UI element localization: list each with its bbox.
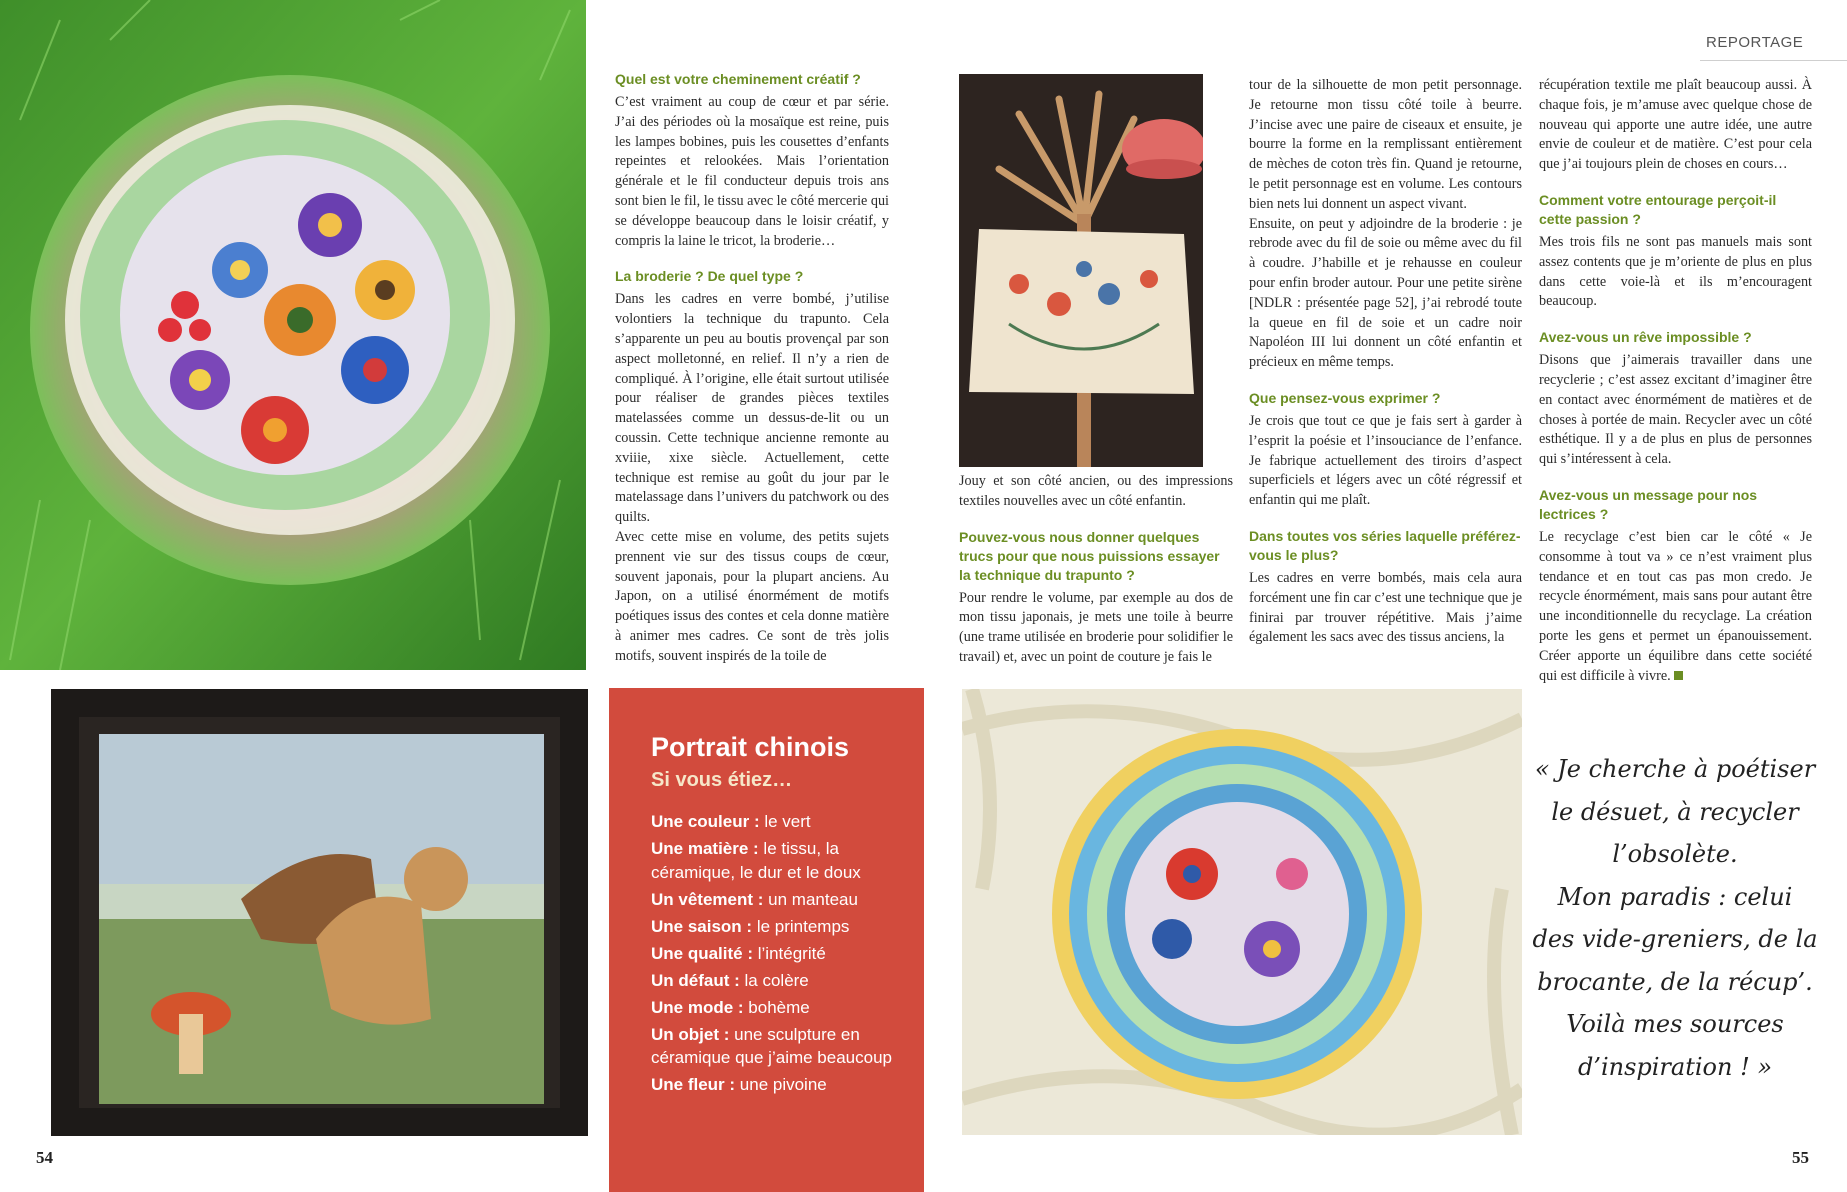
photo-embroidered-hat-on-grass: [0, 0, 586, 670]
portrait-item-label: Une matière :: [651, 839, 759, 858]
portrait-item-value: la colère: [739, 970, 809, 990]
portrait-item-value: le printemps: [752, 916, 850, 936]
answer-paragraph: Je crois que tout ce que je fais sert à garder à l’esprit la poésie et l’insouciance de l’enfance. Je fabrique actuellement des tiroirs d’aspect superficiels et légers avec un côté régressif et enfantin qui me plaît.: [1249, 412, 1522, 509]
portrait-item-label: Une fleur :: [651, 1075, 736, 1094]
photo-embroidered-round-cushion: [962, 689, 1522, 1135]
answer-paragraph: Jouy et son côté ancien, ou des impressions textiles nouvelles avec un côté enfantin.: [959, 473, 1233, 509]
pull-quote: [1530, 748, 1820, 1088]
quote-line: « Je cherche à poétiser: [1534, 755, 1816, 783]
quote-line: brocante, de la récup’.: [1537, 967, 1813, 996]
text-column-1: [615, 70, 889, 667]
question-heading: Dans toutes vos séries laquelle préférez-vous le plus?: [1249, 527, 1521, 563]
portrait-subtitle: Si vous étiez…: [651, 769, 793, 791]
photo-embroidered-bag-and-pink-hat: [959, 74, 1203, 467]
portrait-item: [651, 915, 921, 939]
portrait-item-value: une sculpture en céramique que j’aime beaucoup: [651, 1024, 892, 1067]
text-column-4: [1539, 76, 1812, 686]
answer-paragraph: récupération textile me plaît beaucoup aussi. À chaque fois, je m’amuse avec quelque chose de nouveau qui apporte une autre idée, une autre envie de couleur et de matière. C’est pour cela que j’ai toujours plein de choses en cours…: [1539, 77, 1812, 173]
portrait-chinois-box: [609, 688, 924, 1192]
answer-paragraph: Ensuite, on peut y adjoindre de la broderie : je rebrode avec du fil de soie ou même avec du fil à coudre. J’habille et je rehausse en couleur pour enfin broder autour. Pour une petite sirène [NDLR : présentée page 52], j’ai rebrodé toute la queue en fil de soie et un cadre noir Napoléon III lui donnent un côté enfantin et précieux en même temps.: [1249, 215, 1522, 371]
question-heading: Pouvez-vous nous donner quelques trucs pour que nous puissions essayer la technique du trapunto ?: [959, 528, 1220, 583]
question-heading: Avez-vous un rêve impossible ?: [1539, 329, 1752, 346]
portrait-item: [651, 837, 921, 884]
question-heading: Comment votre entourage perçoit-il cette passion ?: [1539, 191, 1777, 227]
question-heading: Quel est votre cheminement créatif ?: [615, 71, 861, 87]
portrait-item: [651, 888, 921, 912]
portrait-item-value: le vert: [759, 812, 811, 831]
section-rubric: REPORTAGE: [1706, 34, 1804, 51]
end-of-article-square-icon: [1674, 671, 1683, 680]
portrait-item-label: Un objet :: [651, 1024, 730, 1044]
quote-line: le désuet, à recycler: [1551, 797, 1799, 826]
portrait-list: [651, 810, 921, 1100]
portrait-item: [651, 1073, 921, 1097]
question-heading: Que pensez-vous exprimer ?: [1249, 389, 1441, 406]
quote-line: d’inspiration ! »: [1577, 1052, 1773, 1081]
quote-line: l’obsolète.: [1612, 840, 1738, 868]
portrait-item: [651, 810, 921, 834]
answer-paragraph: Pour rendre le volume, par exemple au dos de mon tissu japonais, je mets une toile à beurre (une trame utilisée en broderie pour solidifier le travail) et, avec un point de couture je fais le: [959, 589, 1233, 665]
portrait-item-label: Un défaut :: [651, 970, 740, 990]
answer-paragraph: Mes trois fils ne sont pas manuels mais sont assez contents que je m’oriente de plus en plus dans cette voie-là et ils m’encouragent beaucoup.: [1539, 233, 1812, 310]
answer-paragraph: C’est vraiment au coup de cœur et par série. J’ai des périodes où la mosaïque est reine, puis les lampes bobines, puis les cousettes d’enfants repeintes et relookées. Mais l’orientation générale et le fil conducteur depuis trois ans sont bien le fil, le tissu avec le côté mercerie qui se développe beaucoup dans le loisir créatif, y compris la laine le tricot, la broderie…: [615, 94, 889, 249]
portrait-item-value: bohème: [743, 997, 810, 1017]
answer-paragraph: Dans les cadres en verre bombé, j’utilise volontiers la technique du trapunto. Cela s’apparente un peu au boutis provençal par son aspect molletonné, en relief. Il n’y a rien de compliqué. À l’origine, elle était surtout utilisée pour réaliser de grandes pièces textiles matelassées comme un dessus-de-lit ou un coussin. Cette technique ancienne remonte au xviiie, xixe siècle. Actuellement, cette technique est remise au goût du jour par le matelassage dans l’univers du patchwork ou des quilts.: [615, 291, 889, 526]
portrait-item-value: l’intégrité: [753, 943, 826, 963]
text-column-3: [1249, 76, 1522, 648]
photo-deer-shadow-box: [51, 689, 588, 1136]
answer-paragraph: Avec cette mise en volume, des petits sujets prennent vie sur des tissus coups de cœur, souvent japonais, pour la plupart anciens. Au Japon, on a utilisé énormément de motifs poétiques issus des contes et cela donne matière à animer mes cadres. Ce sont de très jolis motifs, souvent inspirés de la toile de: [615, 528, 889, 664]
answer-paragraph: tour de la silhouette de mon petit personnage. Je retourne mon tissu côté toile à beurre. J’incise avec une paire de ciseaux et ensuite, je bourre la forme en la remplissant entièrement de mèches de coton très fin. Quand je retourne, le petit personnage est en volume. Les contours bien nets lui donnent un aspect vivant.: [1249, 77, 1522, 212]
portrait-item: [651, 996, 921, 1020]
portrait-item-label: Une saison :: [651, 916, 753, 936]
portrait-item: [651, 969, 921, 993]
portrait-item: [651, 1023, 921, 1070]
answer-paragraph: [1539, 528, 1812, 686]
portrait-item-label: Une qualité :: [651, 943, 754, 963]
portrait-item-value: un manteau: [763, 889, 858, 909]
answer-paragraph: Disons que j’aimerais travailler dans une recyclerie ; c’est assez excitant d’imaginer être en contact avec énormément de matières et de choses à portée de main. Recycler avec un côté esthétique. Il y a de plus en plus de personnes qui s’intéressent à cela.: [1539, 352, 1812, 468]
portrait-title: Portrait chinois: [651, 732, 850, 762]
quote-line: des vide-greniers, de la: [1532, 925, 1818, 953]
portrait-item-label: Une mode :: [651, 997, 744, 1017]
final-paragraph-text: Le recyclage c’est bien car le côté « Je consomme à tout va » ce n’est vraiment plus tendance et en tout cas pas mon credo. Je recycle énormément, mais sans pour autant être une inconditionnelle du recyclage. La création porte les gens et permet un épanouissement. Créer apporte un équilibre dans cette société qui est difficile à vivre.: [1539, 528, 1812, 684]
quote-line: Voilà mes sources: [1566, 1010, 1784, 1038]
quote-line: Mon paradis : celui: [1557, 882, 1793, 911]
page-number-right: 55: [1792, 1148, 1809, 1167]
answer-paragraph: Les cadres en verre bombés, mais cela aura forcément une fin car c’est une technique que je finirai par trouver répétitive. Mais j’aime également les sacs avec des tissus anciens, la: [1249, 569, 1522, 646]
portrait-item: [651, 942, 921, 966]
text-column-2: [959, 472, 1233, 668]
portrait-item-label: Un vêtement :: [651, 889, 764, 909]
rubric-rule: [1700, 60, 1847, 61]
portrait-item-value: le tissu, la céramique, le dur et le doux: [651, 839, 861, 882]
portrait-item-value: une pivoine: [735, 1075, 827, 1094]
portrait-item-label: Une couleur :: [651, 812, 760, 831]
question-heading: Avez-vous un message pour nos lectrices ?: [1539, 486, 1758, 522]
question-heading: La broderie ? De quel type ?: [615, 268, 804, 285]
page-number-left: 54: [36, 1148, 53, 1167]
